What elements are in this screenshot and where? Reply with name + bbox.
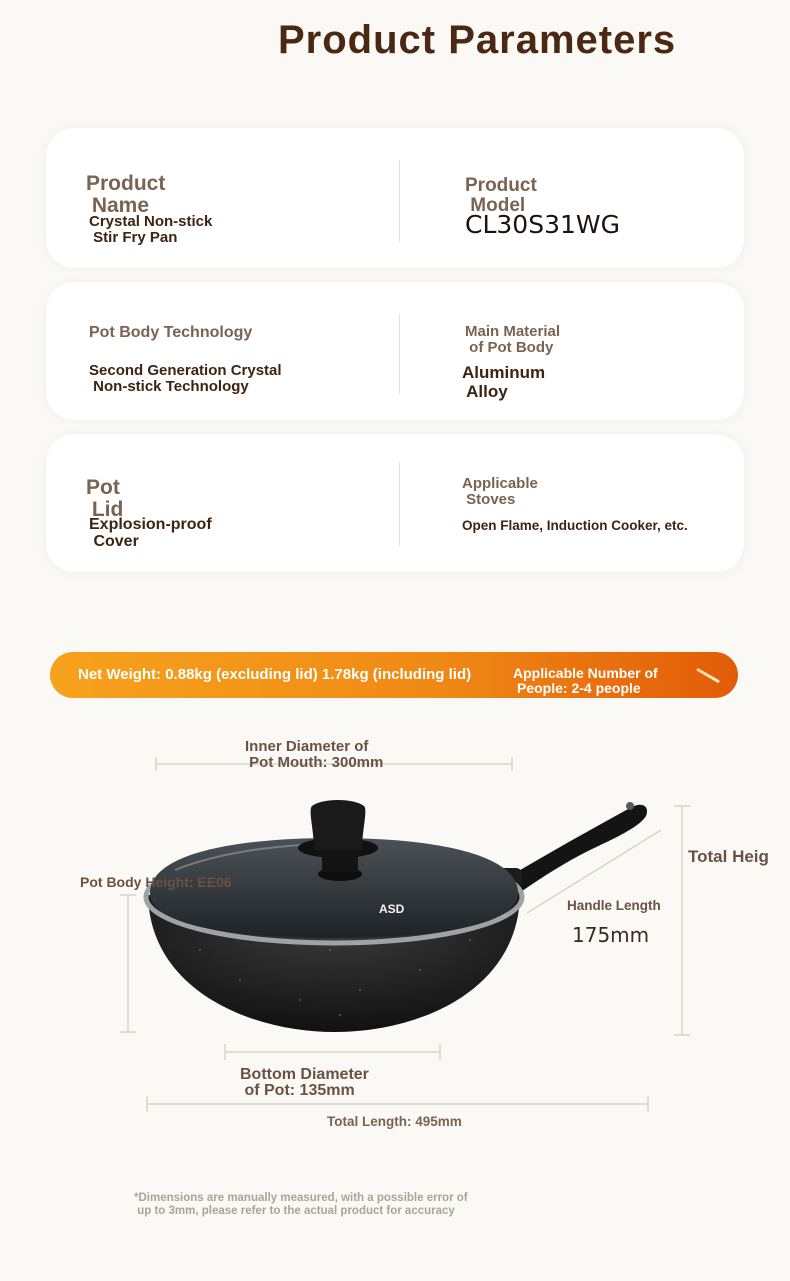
body-tech-label: Pot Body Technology (89, 324, 253, 341)
sparkle-decoration (696, 668, 720, 684)
param-card-3 (46, 434, 744, 572)
bottom-diameter-label: Bottom Diameter of Pot: 135mm (240, 1066, 369, 1099)
spec-banner (50, 652, 738, 698)
material-value: Aluminum Alloy (462, 363, 546, 401)
product-name-label: Product Name (86, 172, 166, 217)
stoves-label: Applicable Stoves (462, 475, 538, 508)
measurement-note: *Dimensions are manually measured, with a possible error of up to 3mm, please refer to the actual product for accuracy (134, 1192, 468, 1217)
card-divider (399, 314, 400, 394)
lid-label: Pot Lid (86, 476, 124, 521)
net-weight-text: Net Weight: 0.88kg (excluding lid) 1.78kg (including lid) (78, 666, 472, 683)
param-card-2 (46, 282, 744, 420)
pan-logo: ASD (379, 902, 405, 916)
card-divider (399, 160, 400, 242)
people-text: Applicable Number of People: 2-4 people (513, 665, 658, 696)
lid-value: Explosion-proof Cover (89, 516, 212, 550)
product-model-label: Product Model (465, 175, 537, 216)
body-tech-value: Second Generation Crystal Non-stick Technology (89, 362, 282, 395)
card-divider (399, 462, 400, 546)
total-height-label: Total Heig (688, 847, 769, 866)
page-title: Product Parameters (278, 18, 677, 62)
product-name-value: Crystal Non-stick Stir Fry Pan (89, 213, 213, 246)
pan-dimension-diagram (0, 700, 790, 1160)
stoves-value: Open Flame, Induction Cooker, etc. (462, 518, 688, 533)
handle-length-value: 175mm (572, 923, 650, 947)
material-label: Main Material of Pot Body (465, 323, 561, 356)
body-height-label: Pot Body Height: EE06 (80, 874, 232, 890)
product-model-value: CL30S31WG (465, 210, 620, 239)
inner-diameter-label: Inner Diameter of Pot Mouth: 300mm (245, 738, 384, 771)
handle-length-label: Handle Length (567, 898, 661, 913)
total-length-label: Total Length: 495mm (327, 1114, 462, 1129)
